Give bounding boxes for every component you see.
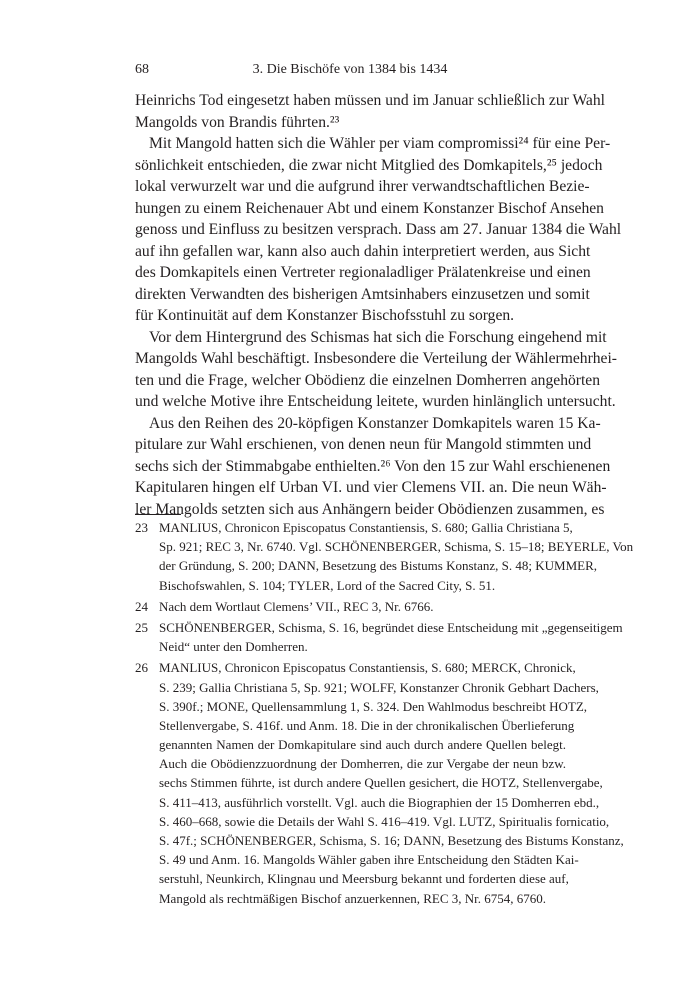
running-title: 3. Die Bischöfe von 1384 bis 1434 [252, 62, 448, 77]
footnote-line: Stellenvergabe, S. 416f. und Anm. 18. Die in der chronikalischen Überlieferung [159, 717, 575, 733]
footnote-line: Mangold als rechtmäßigen Bischof anzuerkennen, REC 3, Nr. 6754, 6760. [159, 890, 547, 906]
main-text [135, 90, 622, 520]
footnote-line: Sp. 921; REC 3, Nr. 6740. Vgl. SCHÖNENBERGER, Schisma, S. 15–18; BEYERLE, Von [159, 539, 634, 555]
footnotes [135, 518, 634, 910]
text-line: pitulare zur Wahl erschienen, von denen neun für Mangold stimmten und [135, 436, 592, 453]
text-line: hungen zu einem Reichenauer Abt und einem Konstanzer Bischof Ansehen [135, 199, 604, 217]
text-line: des Domkapitels einen Vertreter regionaladliger Prälatenkreise und einen [135, 264, 591, 281]
footnote-line: Nach dem Wortlaut Clemens’ VII., REC 3, Nr. 6766. [159, 598, 434, 614]
footnote-line: MANLIUS, Chronicon Episcopatus Constantiensis, S. 680; Gallia Christiana 5, [159, 520, 573, 535]
footnote-line: S. 460–668, sowie die Details der Wahl S. 416–419. Vgl. LUTZ, Spiritualis fornicatio, [159, 813, 610, 829]
footnote-line: Neid“ unter den Domherren. [159, 639, 308, 655]
page-number: 68 [135, 62, 149, 77]
footnote-text [159, 658, 624, 907]
text-line: lokal verwurzelt war und die aufgrund ihrer verwandtschaftlichen Bezie- [135, 178, 590, 195]
page-header [135, 62, 565, 84]
text-line: ten und die Frage, welcher Obödienz die einzelnen Domherren angehörten [135, 371, 601, 389]
text-line: für Kontinuität auf dem Konstanzer Bischofsstuhl zu sorgen. [135, 307, 515, 324]
footnote-23 [135, 518, 634, 595]
footnote-line: S. 239; Gallia Christiana 5, Sp. 921; WOLFF, Konstanzer Chronik Gebhart Dachers, [159, 679, 599, 695]
footnote-line: serstuhl, Neunkirch, Klingnau und Meersburg bekannt und forderten diese auf, [159, 871, 569, 887]
text-line: Mit Mangold hatten sich die Wähler per viam compromissi²⁴ für eine Per- [149, 135, 611, 152]
text-line: und welche Motive ihre Entscheidung leitete, wurden hinlänglich untersucht. [135, 393, 616, 410]
footnote-line: sechs Stimmen führte, ist durch andere Quellen gesichert, die HOTZ, Stellenvergabe, [159, 775, 603, 791]
footnote-26 [135, 658, 624, 907]
text-line: Heinrichs Tod eingesetzt haben müssen und im Januar schließlich zur Wahl [135, 92, 605, 109]
footnote-number: 26 [135, 660, 148, 676]
text-line: Aus den Reihen des 20-köpfigen Konstanzer Domkapitels waren 15 Ka- [149, 414, 601, 432]
text-line: direkten Verwandten des bisherigen Amtsinhabers einzusetzen und somit [135, 285, 590, 303]
footnote-line: S. 47f.; SCHÖNENBERGER, Schisma, S. 16; DANN, Besetzung des Bistums Konstanz, [159, 833, 624, 848]
footnote-number: 25 [135, 619, 148, 635]
footnote-text [159, 618, 623, 656]
text-line: Kapitularen hingen elf Urban VI. und vier Clemens VII. an. Die neun Wäh- [135, 479, 607, 496]
footnote-line: Auch die Obödienzzuordnung der Domherren, die zur Vergabe der neun bzw. [159, 756, 566, 772]
text-line: sönlichkeit entschieden, die zwar nicht Mitglied des Domkapitels,²⁵ jedoch [135, 156, 603, 174]
text-line: sechs sich der Stimmabgabe enthielten.²⁶ Von den 15 zur Wahl erschienenen [135, 457, 611, 475]
footnote-text [159, 518, 634, 595]
footnote-number: 23 [135, 520, 148, 535]
footnote-number: 24 [135, 598, 148, 614]
footnote-line: S. 411–413, ausführlich vorstellt. Vgl. auch die Biographien der 15 Domherren ebd., [159, 794, 600, 810]
footnote-text [159, 597, 566, 616]
footnote-line: S. 49 und Anm. 16. Mangolds Wähler gaben ihre Entscheidung den Städten Kai- [159, 852, 579, 868]
text-line: ler Mangolds setzten sich aus Anhängern beider Obödienzen zusammen, es [135, 500, 605, 518]
footnote-separator [135, 514, 181, 515]
footnote-line: Bischofswahlen, S. 104; TYLER, Lord of the Sacred City, S. 51. [159, 577, 496, 593]
footnote-25 [135, 618, 623, 656]
text-line: genoss und Einfluss zu besitzen versprach. Dass am 27. Januar 1384 die Wahl [135, 221, 622, 238]
text-line: Vor dem Hintergrund des Schismas hat sich die Forschung eingehend mit [149, 328, 607, 346]
text-line: auf ihn gefallen war, kann also auch dahin interpretiert werden, aus Sicht [135, 242, 591, 260]
footnote-line: der Gründung, S. 200; DANN, Besetzung des Bistums Konstanz, S. 48; KUMMER, [159, 558, 598, 574]
footnote-line: MANLIUS, Chronicon Episcopatus Constantiensis, S. 680; MERCK, Chronick, [159, 660, 576, 676]
footnote-line: genannten Namen der Domkapitulare sind auch durch andere Quellen belegt. [159, 737, 566, 753]
text-line: Mangolds von Brandis führten.²³ [135, 113, 340, 131]
text-line: Mangolds Wahl beschäftigt. Insbesondere die Verteilung der Wählermehrhei- [135, 350, 618, 367]
footnote-24 [135, 597, 566, 616]
footnote-line: SCHÖNENBERGER, Schisma, S. 16, begründet diese Entscheidung mit „gegenseitigem [159, 619, 623, 635]
footnote-line: S. 390f.; MONE, Quellensammlung 1, S. 324. Den Wahlmodus beschreibt HOTZ, [159, 698, 588, 714]
